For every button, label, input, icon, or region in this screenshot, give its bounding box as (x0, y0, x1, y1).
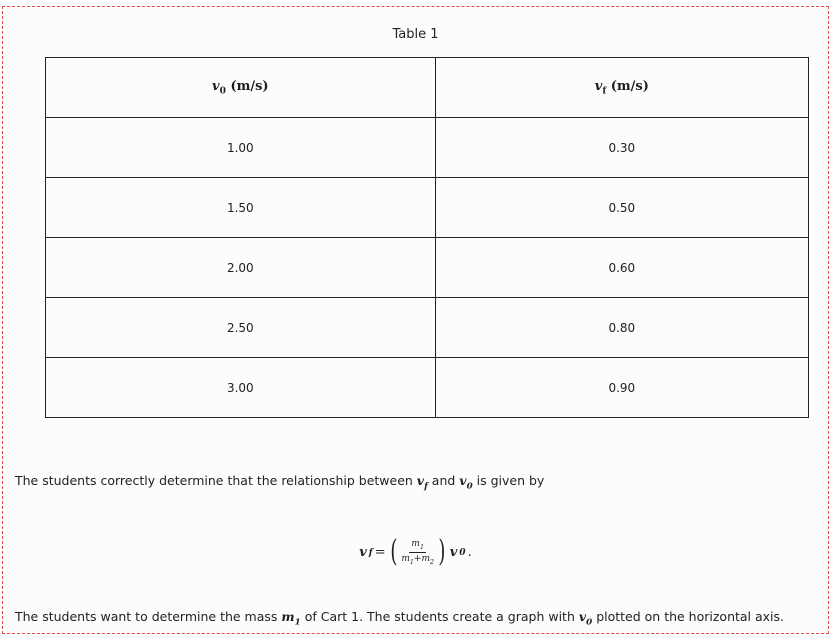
cell-vf: 0.60 (435, 238, 808, 298)
table-caption: Table 1 (392, 27, 439, 42)
content-frame (2, 6, 829, 634)
table-row (46, 298, 809, 358)
table-header-row (46, 58, 809, 118)
cell-v0: 2.50 (46, 298, 436, 358)
header-v0: $v_0$ (m/s) (46, 58, 436, 118)
table-row (46, 178, 809, 238)
mass-fraction: $\frac{m_1}{m_1+m_2}$ (401, 538, 435, 566)
data-table (45, 57, 809, 418)
table-row (46, 238, 809, 298)
graph-paragraph: The students want to determine the mass $m_1$ of Cart 1. The students create a graph with $v_0$ plotted on the horizontal axis. (15, 609, 785, 628)
cell-v0: 3.00 (46, 358, 436, 418)
table-row (46, 118, 809, 178)
cell-vf: 0.90 (435, 358, 808, 418)
cell-vf: 0.50 (435, 178, 808, 238)
table-row (46, 358, 809, 418)
cell-vf: 0.30 (435, 118, 808, 178)
cell-v0: 2.00 (46, 238, 436, 298)
cell-vf: 0.80 (435, 298, 808, 358)
cell-v0: 1.50 (46, 178, 436, 238)
relationship-paragraph: The students correctly determine that the relationship between $v_f$ and $v_0$ is given by (15, 473, 545, 492)
cell-v0: 1.00 (46, 118, 436, 178)
relationship-equation: v f = ( $\frac{m_1}{m_1+m_2}$ ) v 0 . (359, 534, 472, 569)
header-vf: $v_f$ (m/s) (435, 58, 808, 118)
